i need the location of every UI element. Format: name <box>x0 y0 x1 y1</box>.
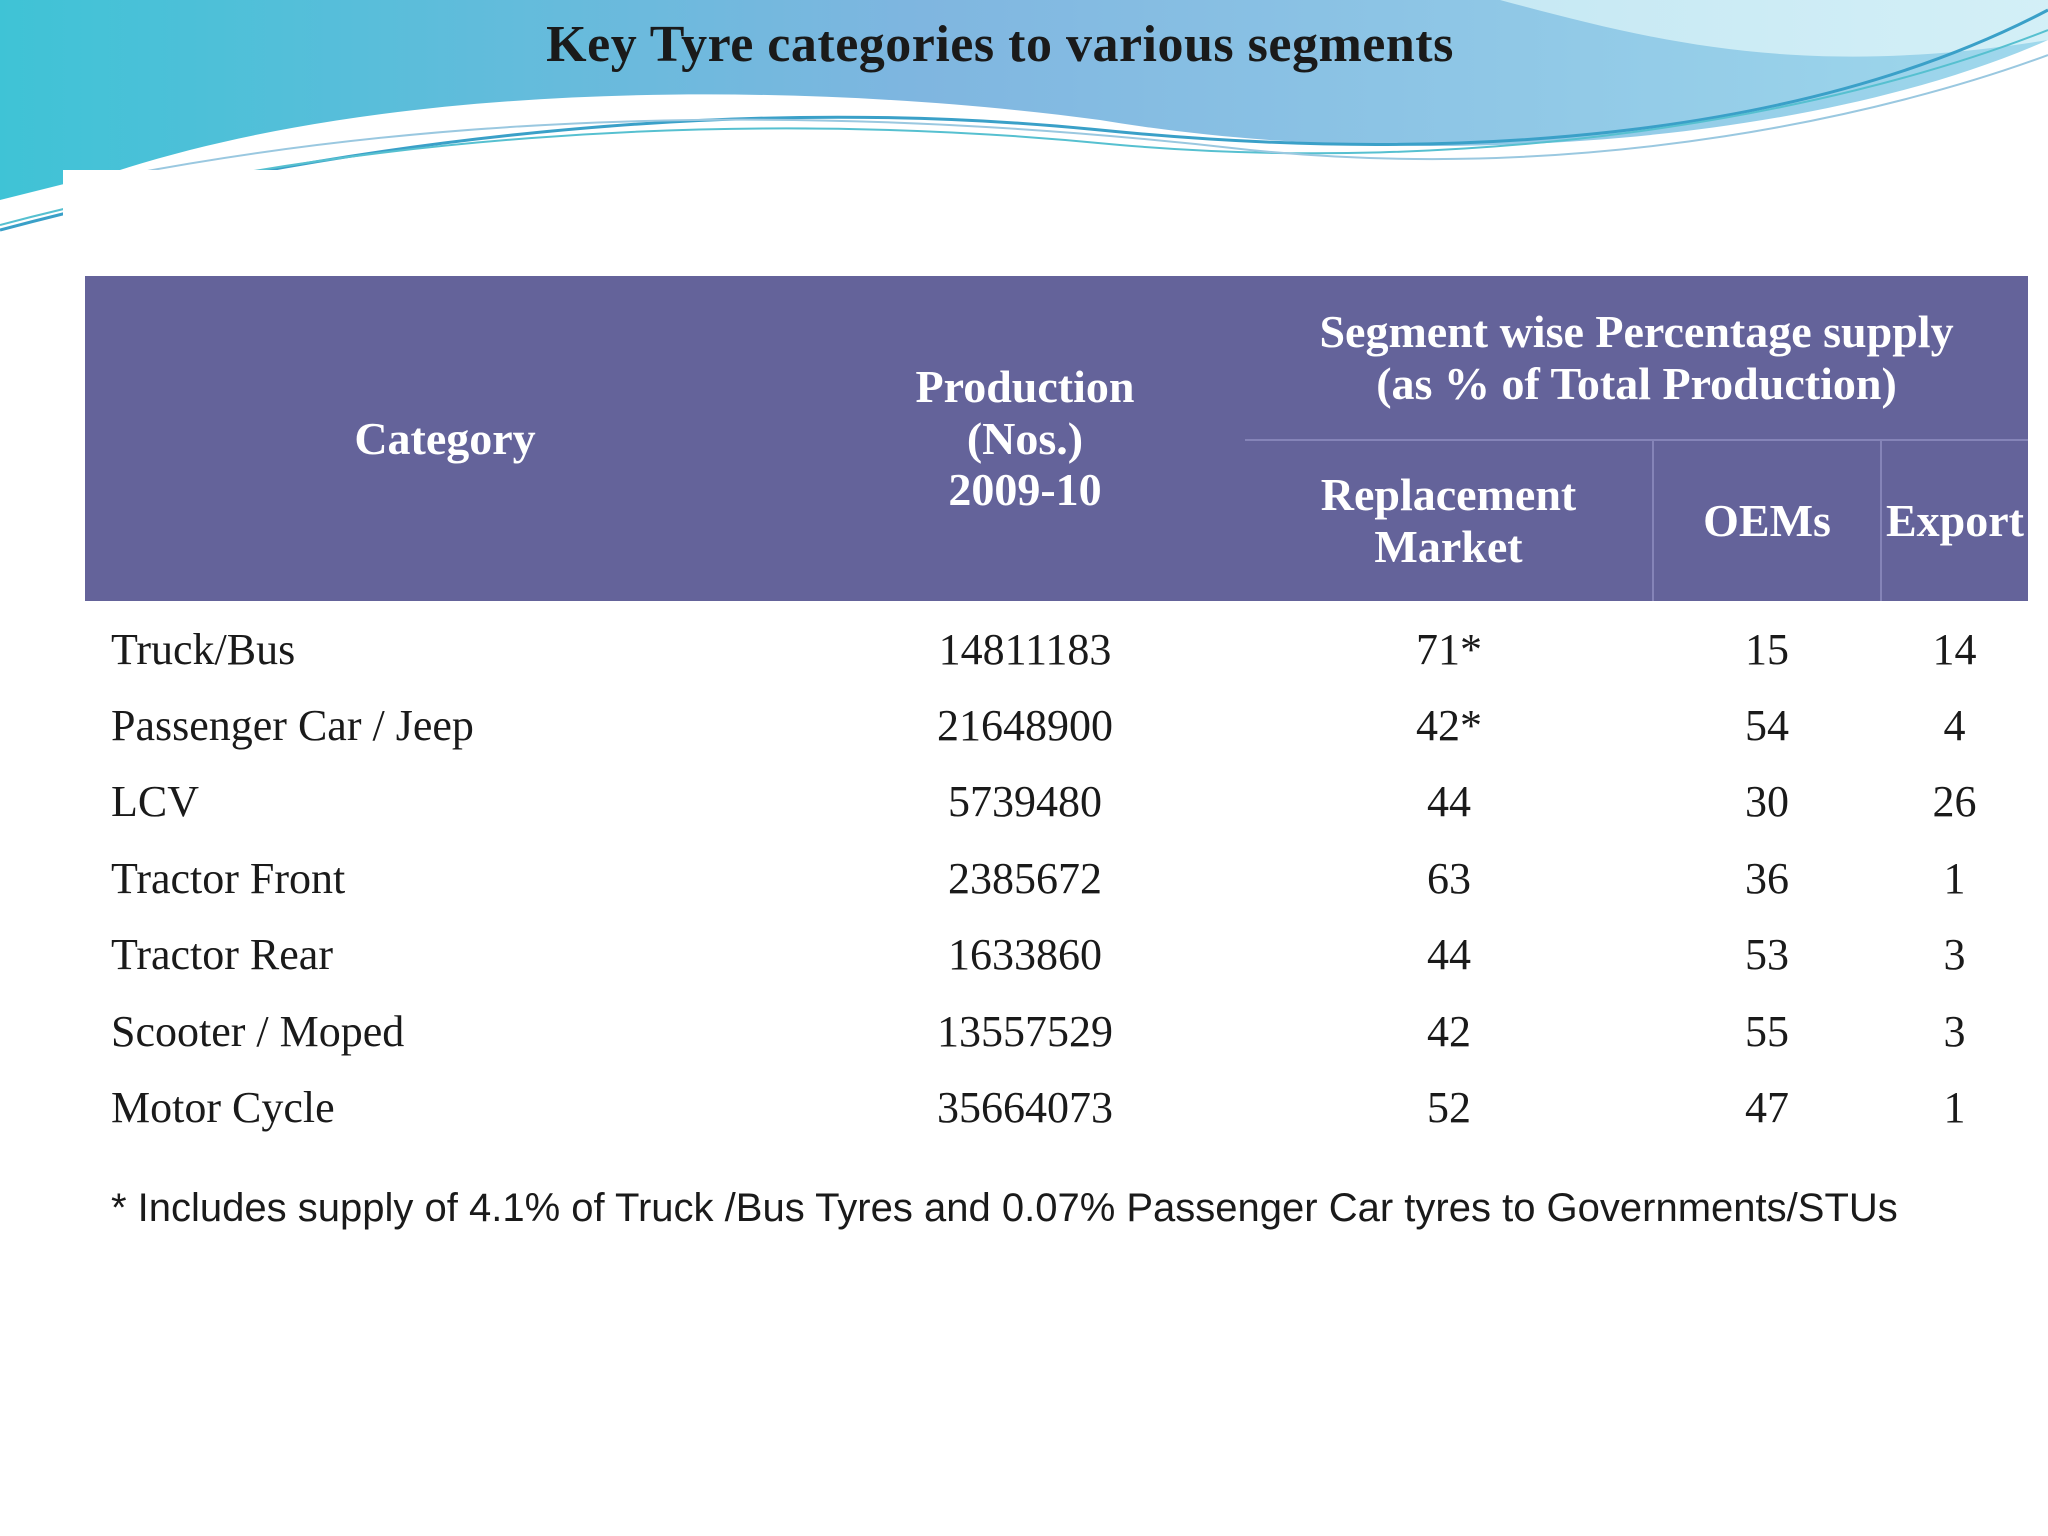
table-row <box>85 601 2028 687</box>
table-row <box>85 687 2028 763</box>
cell-category: Tractor Rear <box>111 930 333 980</box>
header-category: Category <box>85 276 805 601</box>
cell-production: 35664073 <box>937 1083 1113 1133</box>
tyre-table <box>85 276 2028 1146</box>
slide-title: Key Tyre categories to various segments <box>546 16 1454 73</box>
cell-export: 3 <box>1943 930 1966 980</box>
cell-oems: 15 <box>1745 624 1789 674</box>
header-segment-line-2: (as % of Total Production) <box>1376 357 1897 409</box>
header-replacement <box>1245 440 1653 601</box>
cell-replacement: 44 <box>1427 777 1471 827</box>
cell-category: Passenger Car / Jeep <box>111 701 474 751</box>
header-export: Export <box>1881 440 2028 601</box>
footnote: * Includes supply of 4.1% of Truck /Bus Tyres and 0.07% Passenger Car tyres to Governments/STUs <box>111 1186 1898 1230</box>
table-row <box>85 917 2028 993</box>
header-segment-group <box>1245 276 2028 440</box>
header-production <box>805 276 1245 601</box>
cell-replacement: 44 <box>1427 930 1471 980</box>
cell-replacement: 63 <box>1427 853 1471 903</box>
cell-oems: 55 <box>1745 1006 1789 1056</box>
cell-export: 1 <box>1943 853 1966 903</box>
cell-production: 13557529 <box>937 1006 1113 1056</box>
cell-export: 3 <box>1943 1006 1966 1056</box>
cell-production: 14811183 <box>938 624 1112 674</box>
header-replacement-line-1: Replacement <box>1320 469 1577 521</box>
cell-oems: 30 <box>1745 777 1789 827</box>
cell-export: 4 <box>1943 701 1966 751</box>
table-row <box>85 993 2028 1069</box>
cell-category: Scooter / Moped <box>111 1006 405 1056</box>
cell-production: 2385672 <box>948 853 1102 903</box>
cell-category: Motor Cycle <box>111 1083 335 1133</box>
header-oems: OEMs <box>1653 440 1881 601</box>
cell-replacement: 42* <box>1416 701 1482 751</box>
header-production-line-2: (Nos.) <box>966 412 1084 464</box>
cell-oems: 54 <box>1745 701 1789 751</box>
cell-category: LCV <box>111 777 199 827</box>
header-segment-line-1: Segment wise Percentage supply <box>1319 305 1954 357</box>
table-row <box>85 840 2028 916</box>
cell-replacement: 52 <box>1427 1083 1471 1133</box>
cell-production: 1633860 <box>948 930 1102 980</box>
cell-category: Tractor Front <box>111 853 346 903</box>
cell-production: 5739480 <box>948 777 1102 827</box>
cell-export: 14 <box>1932 624 1977 674</box>
header-production-line-3: 2009-10 <box>948 464 1102 516</box>
cell-replacement: 42 <box>1427 1006 1471 1056</box>
cell-category: Truck/Bus <box>111 624 296 674</box>
cell-oems: 47 <box>1745 1083 1789 1133</box>
cell-oems: 53 <box>1745 930 1789 980</box>
cell-production: 21648900 <box>937 701 1113 751</box>
header-replacement-line-2: Market <box>1374 521 1523 572</box>
cell-oems: 36 <box>1745 853 1789 903</box>
cell-export: 1 <box>1943 1083 1966 1133</box>
header-production-line-1: Production <box>915 361 1135 413</box>
cell-replacement: 71* <box>1416 624 1482 674</box>
table-row <box>85 1069 2028 1145</box>
table-row <box>85 764 2028 840</box>
cell-export: 26 <box>1932 777 1977 827</box>
